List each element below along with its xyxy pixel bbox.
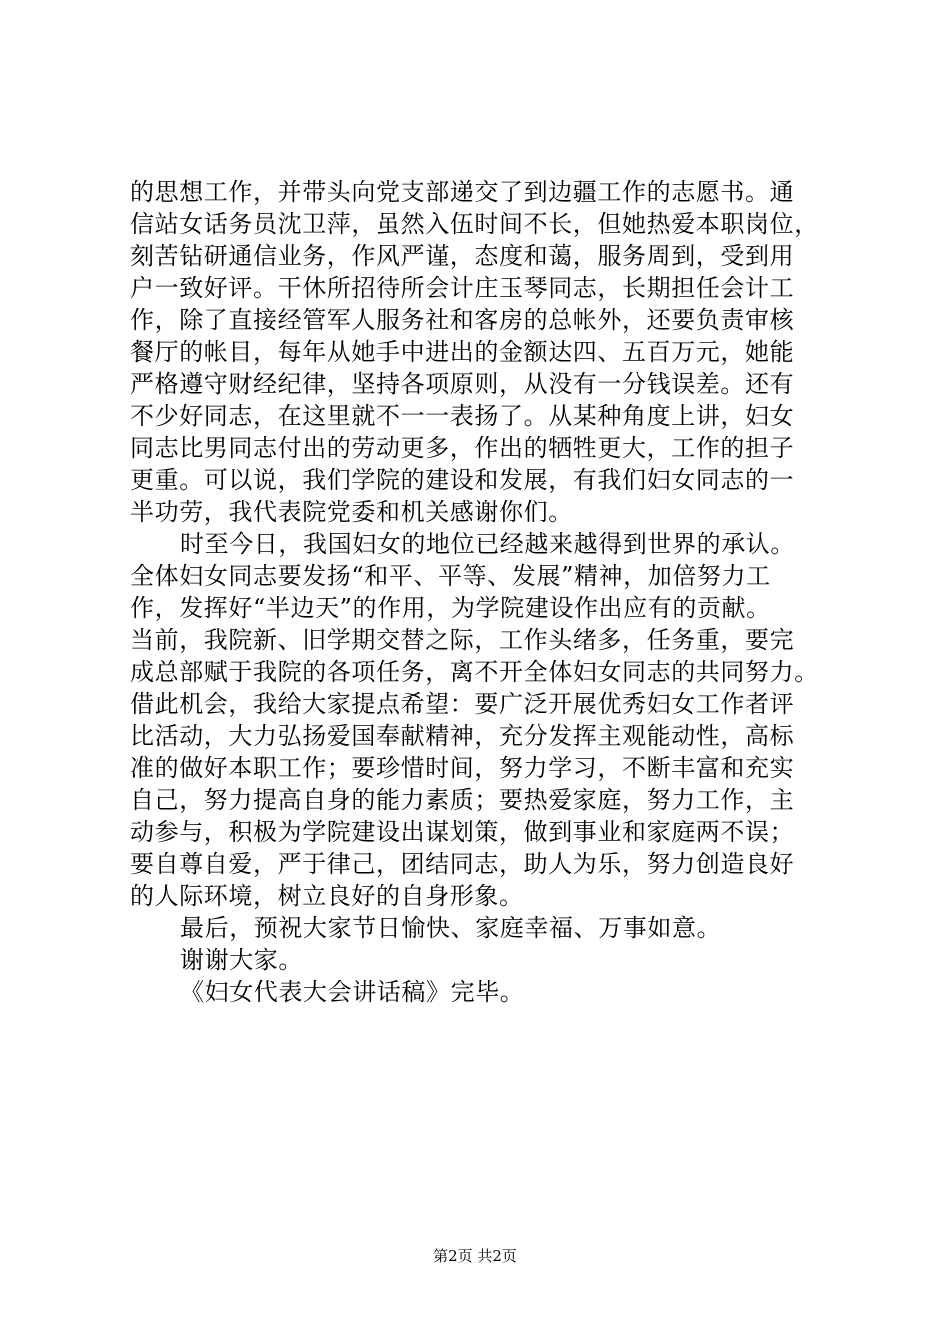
- paragraph-start-line: 《妇女代表大会讲话稿》完毕。: [180, 978, 525, 1006]
- paragraph-start-line: 最后，预祝大家节日愉快、家庭幸福、万事如意。: [180, 914, 722, 942]
- text-line: 同志比男同志付出的劳动更多，作出的牺牲更大，工作的担子: [130, 434, 795, 462]
- paragraph-start-line: 时至今日，我国妇女的地位已经越来越得到世界的承认。: [180, 530, 795, 558]
- text-line: 自己，努力提高自身的能力素质；要热爱家庭，努力工作，主: [130, 786, 795, 814]
- text-line: 不少好同志，在这里就不一一表扬了。从某种角度上讲，妇女: [130, 402, 795, 430]
- text-line: 成总部赋于我院的各项任务，离不开全体妇女同志的共同努力。: [130, 658, 819, 686]
- text-line: 比活动，大力弘扬爱国奉献精神，充分发挥主观能动性，高标: [130, 722, 795, 750]
- text-line: 全体妇女同志要发扬“和平、平等、发展”精神，加倍努力工: [130, 562, 771, 590]
- text-line: 半功劳，我代表院党委和机关感谢你们。: [130, 498, 573, 526]
- text-line: 借此机会，我给大家提点希望：要广泛开展优秀妇女工作者评: [130, 690, 795, 718]
- text-line: 要自尊自爱，严于律己，团结同志，助人为乐，努力创造良好: [130, 850, 795, 878]
- text-line: 的思想工作，并带头向党支部递交了到边疆工作的志愿书。通: [130, 178, 795, 206]
- document-body: [130, 176, 820, 1008]
- text-line: 信站女话务员沈卫萍，虽然入伍时间不长，但她热爱本职岗位，: [130, 210, 819, 238]
- text-line: 动参与，积极为学院建设出谋划策，做到事业和家庭两不误；: [130, 818, 795, 846]
- paragraph-start-line: 谢谢大家。: [180, 946, 303, 974]
- text-line: 户一致好评。干休所招待所会计庄玉琴同志，长期担任会计工: [130, 274, 795, 302]
- text-line: 更重。可以说，我们学院的建设和发展，有我们妇女同志的一: [130, 466, 795, 494]
- text-line: 准的做好本职工作；要珍惜时间，努力学习，不断丰富和充实: [130, 754, 795, 782]
- text-line: 餐厅的帐目，每年从她手中进出的金额达四、五百万元，她能: [130, 338, 795, 366]
- page-number-label: 第2页 共2页: [433, 1247, 517, 1265]
- text-line: 严格遵守财经纪律，坚持各项原则，从没有一分钱误差。还有: [130, 370, 795, 398]
- page-footer: [0, 1246, 950, 1266]
- text-line: 作，发挥好“半边天”的作用，为学院建设作出应有的贡献。: [130, 594, 771, 622]
- text-line: 作，除了直接经管军人服务社和客房的总帐外，还要负责审核: [130, 306, 795, 334]
- text-line: 的人际环境，树立良好的自身形象。: [130, 882, 524, 910]
- text-line: 刻苦钻研通信业务，作风严谨，态度和蔼，服务周到，受到用: [130, 242, 795, 270]
- text-line: 当前，我院新、旧学期交替之际，工作头绪多，任务重，要完: [130, 626, 795, 654]
